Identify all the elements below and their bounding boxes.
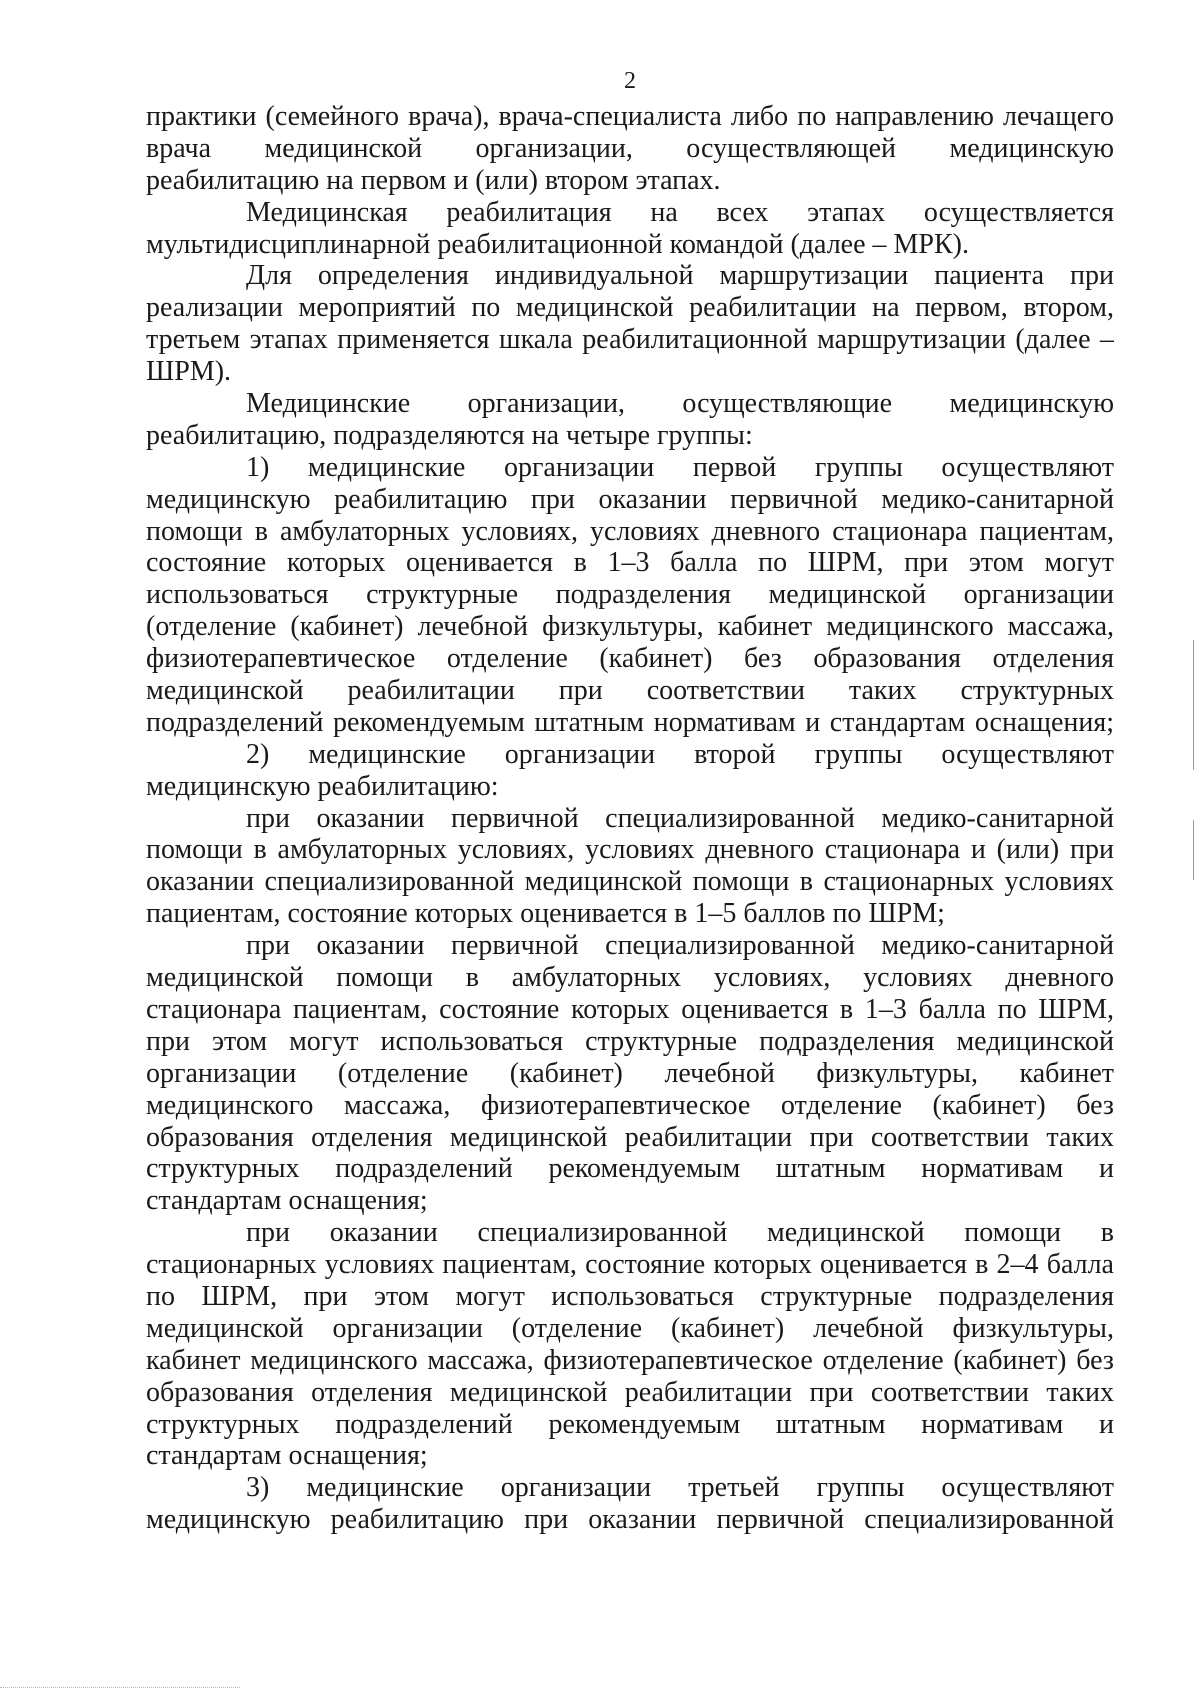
text-line: оказании специализированной медицинской помощи в стационарных условиях bbox=[146, 866, 1114, 898]
text-line: 1) медицинские организации первой группы осуществляют bbox=[246, 451, 1114, 483]
text-line: по ШРМ, при этом могут использоваться структурные подразделения bbox=[146, 1280, 1114, 1312]
text-line: Для определения индивидуальной маршрутизации пациента при bbox=[246, 260, 1114, 292]
text-line: образования отделения медицинской реабилитации при соответствии таких bbox=[146, 1121, 1114, 1153]
text-line: 3) медицинские организации третьей группы осуществляют bbox=[246, 1472, 1114, 1504]
text-line: пациентам, состояние которых оценивается в 1–5 баллов по ШРМ; bbox=[146, 898, 945, 930]
text-line: врача медицинской организации, осуществляющей медицинскую bbox=[146, 132, 1114, 164]
text-line: при оказании первичной специализированной медико-санитарной bbox=[246, 930, 1114, 962]
text-line: при оказании первичной специализированной медико-санитарной bbox=[246, 802, 1114, 834]
text-line: структурных подразделений рекомендуемым штатным нормативам и bbox=[146, 1408, 1114, 1440]
text-line: образования отделения медицинской реабилитации при соответствии таких bbox=[146, 1376, 1114, 1408]
text-line: (отделение (кабинет) лечебной физкультуры, кабинет медицинского массажа, bbox=[146, 611, 1114, 643]
text-line: медицинской реабилитации при соответствии таких структурных bbox=[146, 675, 1114, 707]
text-line: при оказании специализированной медицинской помощи в bbox=[246, 1217, 1114, 1249]
text-line: стандартам оснащения; bbox=[146, 1440, 428, 1472]
text-line: реализации мероприятий по медицинской реабилитации на первом, втором, bbox=[146, 292, 1114, 324]
page-number: 2 bbox=[624, 68, 636, 94]
text-line: ШРМ). bbox=[146, 356, 232, 388]
text-line: третьем этапах применяется шкала реабилитационной маршрутизации (далее – bbox=[146, 324, 1114, 356]
text-line: реабилитацию на первом и (или) втором этапах. bbox=[146, 164, 721, 196]
text-line: помощи в амбулаторных условиях, условиях дневного стационара и (или) при bbox=[146, 834, 1114, 866]
text-line: медицинскую реабилитацию при оказании первичной специализированной bbox=[146, 1504, 1114, 1536]
text-line: стационара пациентам, состояние которых оценивается в 1–3 балла по ШРМ, bbox=[146, 993, 1114, 1025]
document-body bbox=[146, 101, 1114, 1536]
text-line: реабилитацию, подразделяются на четыре группы: bbox=[146, 419, 753, 451]
text-line: медицинскую реабилитацию: bbox=[146, 770, 499, 802]
text-line: структурных подразделений рекомендуемым штатным нормативам и bbox=[146, 1153, 1114, 1185]
text-line: физиотерапевтическое отделение (кабинет) без образования отделения bbox=[146, 643, 1114, 675]
scan-edge-mark bbox=[1193, 820, 1194, 880]
scan-edge-mark bbox=[1193, 640, 1194, 770]
text-line: использоваться структурные подразделения медицинской организации bbox=[146, 579, 1114, 611]
text-line: стандартам оснащения; bbox=[146, 1185, 428, 1217]
text-line: при этом могут использоваться структурные подразделения медицинской bbox=[146, 1025, 1114, 1057]
text-line: практики (семейного врача), врача-специалиста либо по направлению лечащего bbox=[146, 101, 1114, 132]
text-line: медицинскую реабилитацию при оказании первичной медико-санитарной bbox=[146, 483, 1114, 515]
text-line: мультидисциплинарной реабилитационной командой (далее – МРК). bbox=[146, 228, 970, 260]
text-line: помощи в амбулаторных условиях, условиях дневного стационара пациентам, bbox=[146, 515, 1114, 547]
text-line: состояние которых оценивается в 1–3 балла по ШРМ, при этом могут bbox=[146, 547, 1114, 579]
text-line: 2) медицинские организации второй группы осуществляют bbox=[246, 738, 1114, 770]
text-line: медицинской помощи в амбулаторных условиях, условиях дневного bbox=[146, 962, 1114, 994]
text-line: Медицинская реабилитация на всех этапах осуществляется bbox=[246, 196, 1114, 228]
text-line: подразделений рекомендуемым штатным нормативам и стандартам оснащения; bbox=[146, 706, 1114, 738]
text-line: медицинского массажа, физиотерапевтическое отделение (кабинет) без bbox=[146, 1089, 1114, 1121]
scan-artifact bbox=[0, 1687, 240, 1690]
text-line: кабинет медицинского массажа, физиотерапевтическое отделение (кабинет) без bbox=[146, 1344, 1114, 1376]
text-line: медицинской организации (отделение (кабинет) лечебной физкультуры, bbox=[146, 1312, 1114, 1344]
text-line: организации (отделение (кабинет) лечебной физкультуры, кабинет bbox=[146, 1057, 1114, 1089]
text-line: стационарных условиях пациентам, состояние которых оценивается в 2–4 балла bbox=[146, 1249, 1114, 1281]
text-line: Медицинские организации, осуществляющие медицинскую bbox=[246, 388, 1114, 420]
